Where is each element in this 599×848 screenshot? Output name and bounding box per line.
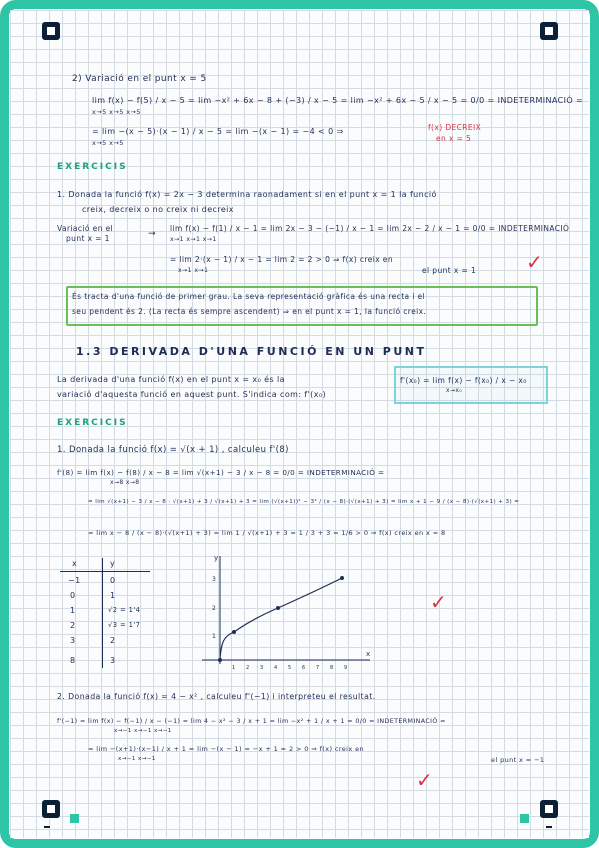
exercise-2-result-3: = lim x − 8 / (x − 8)·(√(x+1) + 3) = lim 1 / √(x+1) + 3 = 1 / 3 + 3 = 1/6 > 0 ⇒ f(x) creix en x = 8	[88, 529, 446, 537]
x-tick-label: 6	[302, 665, 306, 670]
qr-corner-icon	[540, 22, 558, 40]
table-row-y: 3	[110, 656, 116, 665]
table-row-x: −1	[68, 576, 81, 585]
section-2-title: 2) Variació en el punt x = 5	[72, 74, 207, 84]
x-axis-label: x	[366, 650, 371, 658]
curve-point	[340, 576, 344, 580]
y-tick-label: 1	[212, 633, 216, 640]
x-tick-label: 5	[288, 665, 292, 670]
x-tick-label: 7	[316, 665, 320, 670]
x-tick-label: 8	[330, 665, 334, 670]
curve-point	[232, 630, 236, 634]
exercise-2-result-2: = lim √(x+1) − 3 / x − 8 · √(x+1) + 3 / √(x+1) + 3 = lim (√(x+1))² − 3² / (x − 8)·(√(x+1) + 3) = lim x + 1 − 9 / (x − 8)·(√(x+1) + 3) =	[88, 499, 520, 505]
y-tick-label: 3	[212, 576, 216, 583]
table-header-rule	[60, 571, 150, 572]
value-table	[60, 558, 150, 668]
section-2-result-2: en x = 5	[436, 134, 472, 143]
section-2-line-2-sub: x→5 x→5	[92, 139, 124, 147]
section-2-line-1-sub: x→5 x→5 x→5	[92, 108, 141, 116]
marker-dot	[70, 814, 79, 823]
exercise-2-result-1-sub: x→8 x→8	[110, 479, 140, 486]
sqrt-function-graph	[198, 550, 378, 670]
exercise-1-calc-2-end: el punt x = 1	[422, 266, 477, 275]
x-tick-label: 9	[344, 665, 348, 670]
function-curve	[220, 578, 342, 660]
exercise-2-step-1-sub: x→−1 x→−1 x→−1	[114, 728, 172, 734]
check-icon: ✓	[416, 768, 433, 792]
formula-box	[394, 366, 548, 404]
table-header-y: y	[110, 559, 116, 568]
table-row-y: 1	[110, 591, 116, 600]
y-tick-label: 2	[212, 605, 216, 612]
exercicis-heading-1: EXERCICIS	[57, 162, 128, 172]
y-axis-label: y	[214, 554, 219, 562]
check-icon: ✓	[430, 590, 447, 614]
exercise-2-step-2-end: el punt x = −1	[491, 756, 545, 764]
table-row-y: 0	[110, 576, 116, 585]
note-line-2: seu pendent és 2. (La recta és sempre ascendent) ⇒ en el punt x = 1, la funció creix.	[72, 307, 427, 316]
derivative-formula: f'(x₀) = lim f(x) − f(x₀) / x − x₀	[400, 376, 527, 385]
arrow-icon: →	[148, 229, 156, 239]
exercise-1-calc-1-sub: x→1 x→1 x→1	[170, 236, 217, 243]
table-row-x: 8	[70, 656, 76, 665]
section-2-line-1: lim f(x) − f(5) / x − 5 = lim −x² + 6x − 8 + (−3) / x − 5 = lim −x² + 6x − 5 / x − 5 = 0/0 = INDETERMINACIÓ =	[92, 96, 584, 105]
table-row-x: 0	[70, 591, 76, 600]
note-line-1: És tracta d'una funció de primer grau. La seva representació gràfica és una recta i el	[72, 292, 426, 301]
exercise-2-result-1: f'(8) = lim f(x) − f(8) / x − 8 = lim √(x+1) − 3 / x − 8 = 0/0 = INDETERMINACIÓ =	[57, 468, 385, 477]
exercise-2-step-2: = lim −(x+1)·(x−1) / x + 1 = lim −(x − 1) = −x + 1 = 2 > 0 ⇒ f(x) creix en	[88, 745, 364, 753]
exercise-1-calc-2: = lim 2·(x − 1) / x − 1 = lim 2 = 2 > 0 ⇒ f(x) creix en	[170, 255, 393, 264]
exercise-2-step-2-sub: x→−1 x→−1	[118, 756, 156, 762]
curve-point	[276, 606, 280, 610]
x-tick-label: 3	[260, 665, 264, 670]
definition-line-1: La derivada d'una funció f(x) en el punt x = x₀ és la	[57, 375, 285, 384]
definition-line-2: variació d'aquesta funció en aquest punt. S'indica com: f'(x₀)	[57, 390, 326, 399]
exercise-2-step-1: f'(−1) = lim f(x) − f(−1) / x − (−1) = lim 4 − x² − 3 / x + 1 = lim −x² + 1 / x + 1 = 0/0 = INDETERMINACIÓ =	[57, 718, 446, 725]
qr-corner-icon	[42, 22, 60, 40]
table-row-y: √3 = 1'7	[108, 621, 141, 629]
section-2-line-2: = lim −(x − 5)·(x − 1) / x − 5 = lim −(x − 1) = −4 < 0 ⇒	[92, 127, 344, 136]
exercise-1-calc-2-sub: x→1 x→1	[178, 267, 209, 274]
check-icon: ✓	[526, 250, 543, 274]
x-tick-label: 4	[274, 665, 278, 670]
variation-label-1: Variació en el	[57, 224, 114, 233]
exercise-2-question-2: 2. Donada la funció f(x) = 4 − x² , calculeu f'(−1) i interpreteu el resultat.	[57, 692, 376, 701]
table-row-x: 2	[70, 621, 76, 630]
table-header-x: x	[72, 559, 78, 568]
x-tick-label: 2	[246, 665, 250, 670]
exercise-1-question-line-2: creix, decreix o no creix ni decreix	[82, 205, 234, 214]
section-1-3-heading: 1.3 DERIVADA D'UNA FUNCIÓ EN UN PUNT	[76, 345, 427, 358]
derivative-formula-sub: x→x₀	[446, 387, 463, 394]
x-tick-label: 1	[232, 665, 236, 670]
section-2-result: f(x) DECREIX	[428, 123, 482, 132]
marker-dot	[520, 814, 529, 823]
exercicis-heading-2: EXERCICIS	[57, 418, 128, 428]
exercise-2-question-1: 1. Donada la funció f(x) = √(x + 1) , calculeu f'(8)	[57, 445, 289, 455]
curve-point	[218, 658, 222, 662]
table-row-y: √2 = 1'4	[108, 606, 141, 614]
table-row-x: 3	[70, 636, 76, 645]
table-column-rule	[102, 558, 103, 668]
marker-dash	[546, 826, 552, 828]
qr-corner-icon	[540, 800, 558, 818]
exercise-1-calc-1: lim f(x) − f(1) / x − 1 = lim 2x − 3 − (−1) / x − 1 = lim 2x − 2 / x − 1 = 0/0 = INDETERMINACIÓ	[170, 224, 570, 233]
exercise-1-question-line-1: 1. Donada la funció f(x) = 2x − 3 determina raonadament si en el punt x = 1 la funció	[57, 190, 437, 199]
table-row-y: 2	[110, 636, 116, 645]
qr-corner-icon	[42, 800, 60, 818]
graph-paper-sheet	[10, 10, 589, 838]
table-row-x: 1	[70, 606, 76, 615]
marker-dash	[44, 826, 50, 828]
variation-label-2: punt x = 1	[66, 234, 110, 243]
